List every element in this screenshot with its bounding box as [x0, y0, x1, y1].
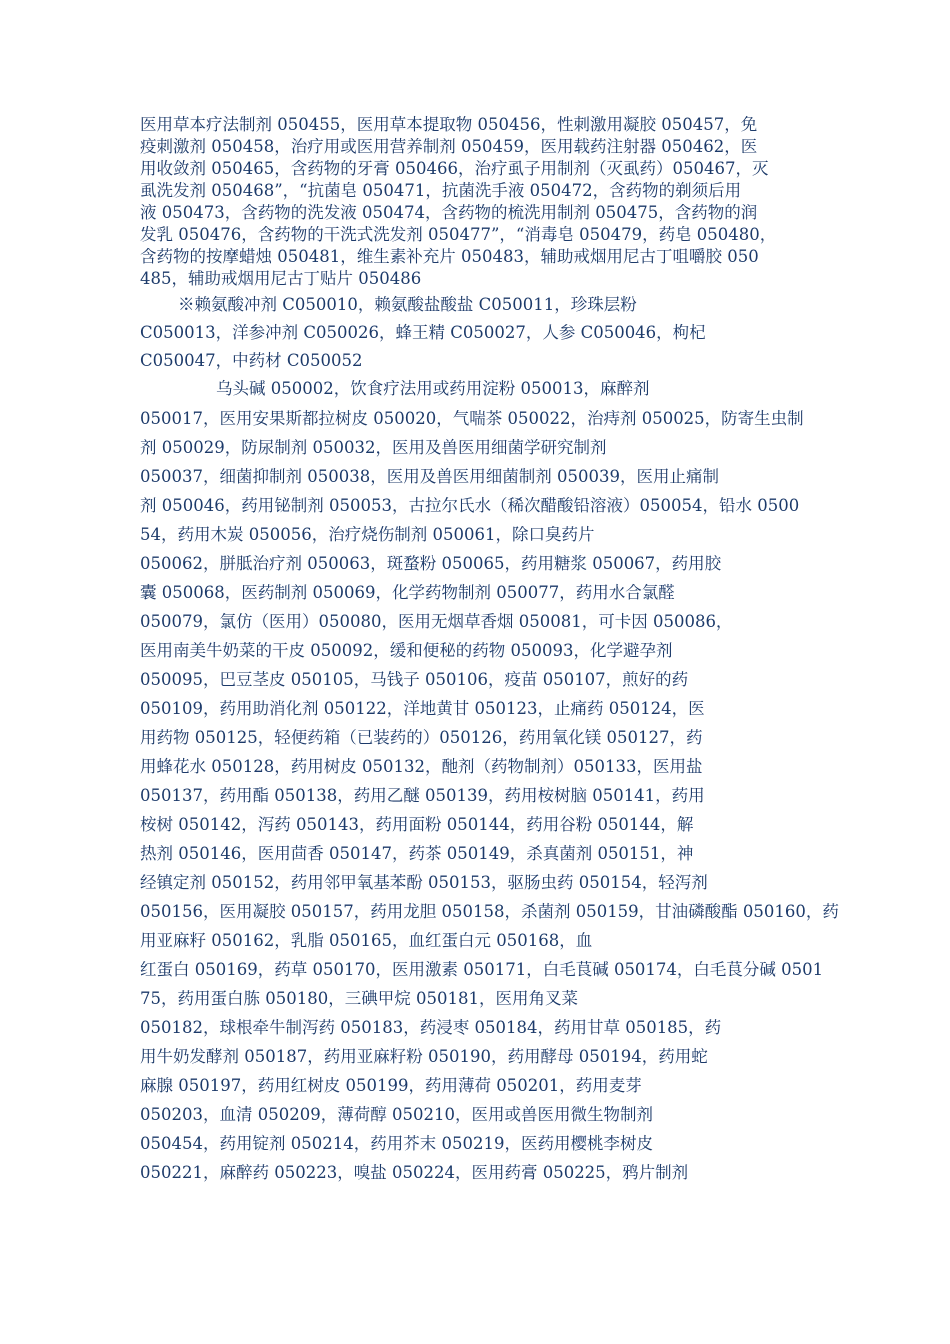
text-line: 含药物的按摩蜡烛 050481，维生素补充片 050483，辅助戒烟用尼古丁咀嚼胶 050 [140, 247, 759, 266]
text-line: 液 050473，含药物的洗发液 050474，含药物的梳洗用制剂 050475，含药物的润 [140, 203, 758, 222]
text-line: 用收敛剂 050465，含药物的牙膏 050466，治疗虱子用制剂（灭虱药）050467，灭 [140, 159, 769, 178]
text-line: 囊 050068，医药制剂 050069，化学药物制剂 050077，药用水合氯醛 [140, 583, 675, 602]
text-line: 050017，医用安果斯都拉树皮 050020，气喘茶 050022，治痔剂 050025，防寄生虫制 [140, 409, 804, 428]
text-line: 桉树 050142，泻药 050143，药用面粉 050144，药用谷粉 050144，解 [140, 815, 694, 834]
text-line: 经镇定剂 050152，药用邻甲氧基苯酚 050153，驱肠虫药 050154，轻泻剂 [140, 873, 708, 892]
text-line: 用亚麻籽 050162，乳脂 050165，血红蛋白元 050168，血 [140, 931, 593, 950]
text-line: 050095，巴豆茎皮 050105，马钱子 050106，疫苗 050107，煎好的药 [140, 670, 689, 689]
text-line: 剂 050029，防尿制剂 050032，医用及兽医用细菌学研究制剂 [140, 438, 607, 457]
text-line: 050109，药用助消化剂 050122，洋地黄甘 050123，止痛药 050124，医 [140, 699, 705, 718]
text-line: 050137，药用酯 050138，药用乙醚 050139，药用桉树脑 050141，药用 [140, 786, 705, 805]
text-line: 050037，细菌抑制剂 050038，医用及兽医用细菌制剂 050039，医用止痛制 [140, 467, 719, 486]
text-line: 050454，药用锭剂 050214，药用芥末 050219，医药用樱桃李树皮 [140, 1134, 653, 1153]
text-line: ※赖氨酸冲剂 C050010，赖氨酸盐酸盐 C050011，珍珠层粉 [178, 295, 637, 314]
text-line: 医用草本疗法制剂 050455，医用草本提取物 050456，性刺激用凝胶 050457，免 [140, 115, 758, 134]
text-line: 485，辅助戒烟用尼古丁贴片 050486 [140, 269, 422, 288]
text-line: 热剂 050146，医用茴香 050147，药茶 050149，杀真菌剂 050151，神 [140, 844, 694, 863]
text-line: 医用南美牛奶菜的干皮 050092，缓和便秘的药物 050093，化学避孕剂 [140, 641, 673, 660]
text-line: C050013，洋参冲剂 C050026，蜂王精 C050027，人参 C050046，枸杞 [140, 323, 706, 342]
text-line: 050221，麻醉药 050223，嗅盐 050224，医用药膏 050225，鸦片制剂 [140, 1163, 689, 1182]
text-line: 虱洗发剂 050468”，“抗菌皂 050471，抗菌洗手液 050472，含药物的剃须后用 [140, 181, 742, 200]
text-line: 麻腺 050197，药用红树皮 050199，药用薄荷 050201，药用麦芽 [140, 1076, 642, 1095]
text-line: 050062，胼胝治疗剂 050063，斑蝥粉 050065，药用糖浆 050067，药用胶 [140, 554, 722, 573]
text-line: 疫刺激剂 050458，治疗用或医用营养制剂 050459，医用载药注射器 050462，医 [140, 137, 758, 156]
text-line: 用牛奶发酵剂 050187，药用亚麻籽粉 050190，药用酵母 050194，药用蛇 [140, 1047, 708, 1066]
text-line: 用蜂花水 050128，药用树皮 050132，酏剂（药物制剂）050133，医用盐 [140, 757, 703, 776]
text-line: 050079，氯仿（医用）050080，医用无烟草香烟 050081，可卡因 050086， [140, 612, 733, 631]
text-line: 050203，血清 050209，薄荷醇 050210，医用或兽医用微生物制剂 [140, 1105, 653, 1124]
text-line: 用药物 050125，轻便药箱（已装药的）050126，药用氧化镁 050127，药 [140, 728, 703, 747]
text-line: 红蛋白 050169，药草 050170，医用激素 050171，白毛茛碱 050174，白毛茛分碱 0501 [140, 960, 824, 979]
text-line: 剂 050046，药用铋制剂 050053，古拉尔氏水（稀次醋酸铅溶液）050054，铅水 0500 [140, 496, 800, 515]
text-line: 050182，球根牵牛制泻药 050183，药浸枣 050184，药用甘草 050185，药 [140, 1018, 722, 1037]
text-line: 发乳 050476，含药物的干洗式洗发剂 050477”，“消毒皂 050479，药皂 050480， [140, 225, 777, 244]
text-line: 75，药用蛋白胨 050180，三碘甲烷 050181，医用角叉菜 [140, 989, 578, 1008]
text-line: 050156，医用凝胶 050157，药用龙胆 050158，杀菌剂 050159，甘油磷酸酯 050160，药 [140, 902, 839, 921]
text-line: 54，药用木炭 050056，治疗烧伤制剂 050061，除口臭药片 [140, 525, 595, 544]
text-line: 乌头碱 050002，饮食疗法用或药用淀粉 050013，麻醉剂 [216, 379, 650, 398]
text-line: C050047，中药材 C050052 [140, 351, 363, 370]
